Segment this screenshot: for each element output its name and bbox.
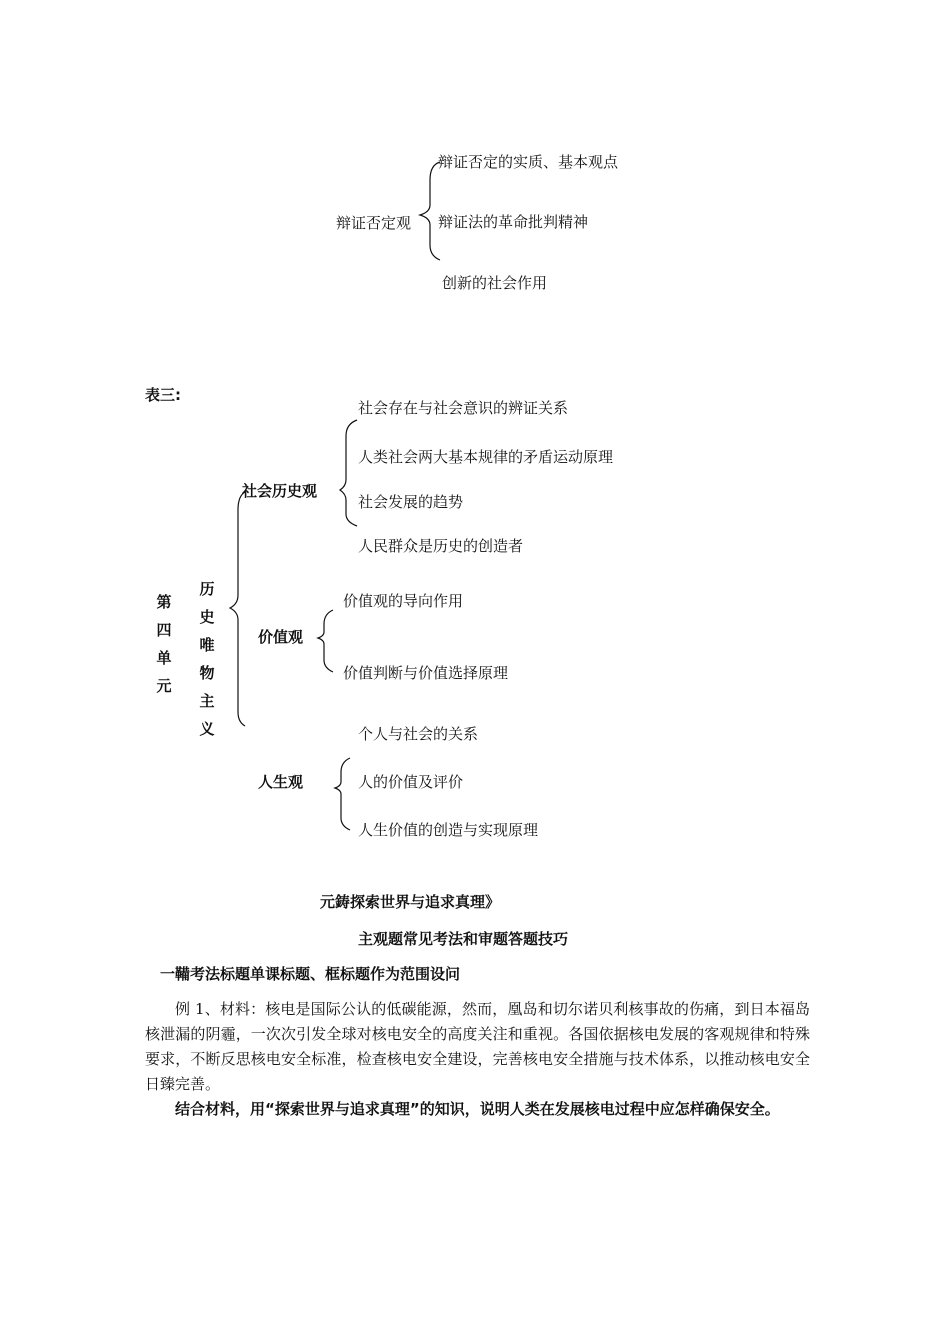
brace-social-history [340, 420, 357, 526]
section-subtitle: 主观题常见考法和审题答题技巧 [358, 930, 569, 948]
branch-title: 价值观 [258, 628, 304, 646]
branch-item: 人生价值的创造与实现原理 [358, 821, 539, 839]
section-heading: 元鋳探索世界与追求真理》 [320, 893, 501, 911]
diagram1-item: 辩证法的革命批判精神 [438, 213, 589, 231]
branch-item: 社会存在与社会意识的辨证关系 [358, 399, 569, 417]
table-label: 表三: [145, 386, 181, 404]
brace-main [230, 492, 245, 726]
example-paragraph: 例 1、材料：核电是国际公认的低碳能源，然而，凰岛和切尔诺贝利核事故的伤痛，到日本福岛核泄漏的阴霾，一次次引发全球对核电安全的高度关注和重视。各国依据核电发展的客观规律和特殊要求，不断反思核电安全标准，检查核电安全建设，完善核电安全措施与技术体系，以推动核电安全日臻完善。 [145, 1000, 810, 1093]
branch-item: 人民群众是历史的创造者 [358, 537, 524, 555]
diagram1-root: 辩证否定观 [336, 214, 412, 232]
question-paragraph: 结合材料，用“探索世界与追求真理”的知识，说明人类在发展核电过程中应怎样确保安全。 [175, 1100, 780, 1118]
branch-title: 人生观 [258, 773, 304, 791]
brace-values [318, 610, 333, 672]
branch-item: 人类社会两大基本规律的矛盾运动原理 [358, 448, 614, 466]
branch-item: 个人与社会的关系 [358, 725, 479, 743]
topic-label: 历史唯物主义 [199, 580, 215, 738]
branch-item: 社会发展的趋势 [358, 493, 464, 511]
branch-item: 价值观的导向作用 [343, 592, 464, 610]
branch-item: 价值判断与价值选择原理 [343, 664, 509, 682]
diagram1-item: 创新的社会作用 [442, 274, 548, 292]
branch-item: 人的价值及评价 [358, 773, 464, 791]
diagram1-item: 辩证否定的实质、基本观点 [438, 153, 619, 171]
unit-label: 第四单元 [156, 593, 172, 695]
brace-life-view [335, 758, 350, 830]
method-heading: 一鞴考法标題单课标题、框标题作为范围设问 [160, 965, 461, 983]
branch-title: 社会历史观 [242, 482, 318, 500]
